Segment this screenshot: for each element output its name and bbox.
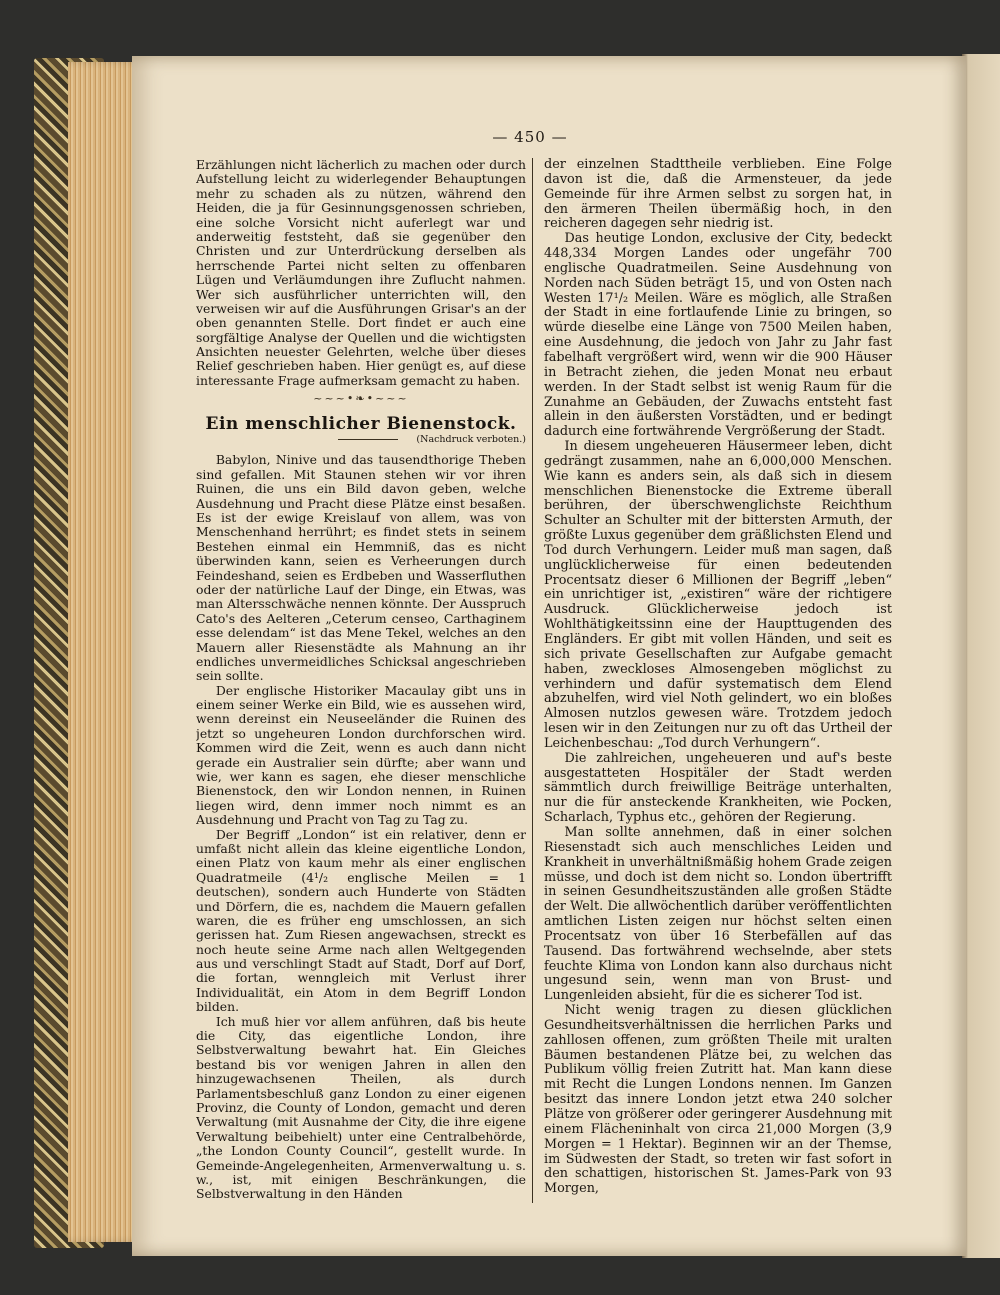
reprint-note [196,433,526,447]
page-number: — 450 — [492,128,568,146]
right-column [544,158,892,1203]
left-column [196,158,526,1203]
paragraph: Der Begriff „London“ ist ein relativer, denn er umfaßt nicht allein das kleine eigentliche London, einen Platz von kaum mehr als einer englischen Quadratmeile (4¹/₂ englische Meilen = 1 deutschen), sondern auch Hunderte von Städten und Dörfern, die es, nachdem die Mauern gefallen waren, die es früher eng umschlossen, an sich gerissen hat. Zum Riesen angewachsen, streckt es noch heute seine Arme nach allen Weltgegenden aus und verschlingt Stadt auf Stadt, Dorf auf Dorf, die fortan, wenngleich mit Verlust ihrer Individualität, ein Atom in dem Begriff London bilden. [196,826,526,1015]
paragraph: Man sollte annehmen, daß in einer solchen Riesenstadt sich auch menschliches Leiden und Krankheit in unverhältnißmäßig hohem Grade zeigen müsse, und doch ist dem nicht so. London übertrifft in seinen Gesundheitszuständen alle großen Städte der Welt. Die allwöchentlich darüber veröffentlichten amtlichen Listen zeigen nur höchst selten einen Procentsatz von über 16 Sterbefällen auf das Tausend. Das fortwährend wechselnde, aber stets feuchte Klima von London kann also durchaus nicht ungesund sein, wenn man von Brust- und Lungenleiden absieht, für die es sicherer Tod ist. [544,824,892,1004]
title-rule [338,439,398,440]
paragraph: Ich muß hier vor allem anführen, daß bis heute die City, das eigentliche London, ihre Selbstverwaltung bewahrt hat. Ein Gleiches bestand bis vor wenigen Jahren in allen den hinzugewachsenen Theilen, als durch Parlamentsbeschluß ganz London zu einer eigenen Provinz, die County of London, gemacht und deren Verwaltung (mit Ausnahme der City, die ihre eigene Verwaltung beibehielt) unter eine Centralbehörde, „the London County Council“, gestellt wurde. In Gemeinde-Angelegenheiten, Armenverwaltung u. s. w., ist, mit einigen Beschränkungen, die Selbstverwaltung in den Händen [196,1013,526,1202]
paragraph: Der englische Historiker Macaulay gibt uns in einem seiner Werke ein Bild, wie es aussehen wird, wenn dereinst ein Neuseeländer die Ruinen des jetzt so ungeheuren London durchforschen wird. Kommen wird die Zeit, wenn es auch dann nicht gerade ein Australier sein dürfte; aber wann und wie, wer kann es sagen, ehe dieser menschliche Bienenstock, den wir London nennen, in Ruinen liegen wird, denn immer noch nimmt es an Ausdehnung und Pracht von Tag zu Tag zu. [196,682,526,828]
paragraph: In diesem ungeheueren Häusermeer leben, dicht gedrängt zusammen, nahe an 6,000,000 Menschen. Wie kann es anders sein, als daß sich in diesem menschlichen Bienenstocke die Extreme überall berühren, der überschwenglichste Reichthum Schulter an Schulter mit der bittersten Armuth, der größte Luxus gegenüber dem gräßlichsten Elend und Tod durch Verhungern. Leider muß man sagen, daß unglücklicherweise für einen bedeutenden Procentsatz dieser 6 Millionen der Begriff „leben“ ein unrichtiger ist, „existiren“ wäre der richtigere Ausdruck. Glücklicherweise jedoch ist Wohlthätigkeitssinn eine der Haupttugenden des Engländers. Er gibt mit vollen Händen, und seit es sich private Gesellschaften zur Aufgabe gemacht haben, zweckloses Almosengeben möglichst zu verhindern und dafür systematisch dem Elend abzuhelfen, wird viel Noth gelindert, wo ein bloßes Almosen nutzlos gewesen wäre. Trotzdem jedoch lesen wir in den Zeitungen nur zu oft das Urtheil der Leichenbeschau: „Tod durch Verhungern“. [544,439,892,751]
paragraph: Nicht wenig tragen zu diesen glücklichen Gesundheitsverhältnissen die herrlichen Parks und zahllosen offenen, zum größten Theile mit uralten Bäumen bestandenen Plätze bei, zu welchen das Publikum völlig freien Zutritt hat. Man kann diese mit Recht die Lungen Londons nennen. Im Ganzen besitzt das innere London jetzt etwa 240 solcher Plätze von größerer oder geringerer Ausdehnung mit einem Flächeninhalt von circa 21,000 Morgen (3,9 Morgen = 1 Hektar). Beginnen wir an der Themse, im Südwesten der Stadt, so treten wir fast sofort in den schattigen, historischen St. James-Park von 93 Morgen, [544,1003,892,1197]
column-divider [532,158,533,1203]
article-title: Ein menschlicher Bienenstock. [205,413,517,434]
paragraph: Babylon, Ninive und das tausendthorige Theben sind gefallen. Mit Staunen stehen wir vor ihren Ruinen, die uns ein Bild davon geben, welche Ausdehnung und Pracht diese Plätze einst besaßen. Es ist der ewige Kreislauf von allem, was von Menschenhand herrührt; es findet stets in seinem Bestehen einmal ein Hemmniß, das es nicht überwinden kann, seien es Verheerungen durch Feindeshand, seien es Erdbeben und Wasserfluthen oder der natürliche Lauf der Dinge, ein Etwas, was man Altersschwäche nennen könnte. Der Ausspruch Cato's des Aelteren „Ceterum censeo, Carthaginem esse delendam“ ist das Mene Tekel, welches an den Mauern aller Riesenstädte als Mahnung an ihr endliches unvermeidliches Schicksal angeschrieben sein sollte. [196,452,526,684]
paragraph: Das heutige London, exclusive der City, bedeckt 448,334 Morgen Landes oder ungefähr 700 englische Quadratmeilen. Seine Ausdehnung von Norden nach Süden beträgt 15, und von Osten nach Westen 17¹/₂ Meilen. Wäre es möglich, alle Straßen der Stadt in eine fortlaufende Linie zu bringen, so würde dieselbe eine Länge von 7500 Meilen haben, eine Ausdehnung, die jedoch von Jahr zu Jahr fast fabelhaft vergrößert wird, wenn wir die 900 Häuser in Betracht ziehen, die jeden Monat neu erbaut werden. In der Stadt selbst ist wenig Raum für die Zunahme an Gebäuden, der Zuwachs entsteht fast allein in den äußersten Vorstädten, und er bedingt dadurch eine fortwährende Vergrößerung der Stadt. [544,231,892,440]
paragraph: der einzelnen Stadttheile verblieben. Eine Folge davon ist die, daß die Armensteuer, da jede Gemeinde für ihre Armen selbst zu sorgen hat, in den ärmeren Theilen übermäßig hoch, in den reicheren dagegen sehr niedrig ist. [544,158,892,232]
section-ornament: ~~~•❧•~~~ [313,392,409,406]
facing-page-edge [962,54,1000,1258]
reprint-note-text: (Nachdruck verboten.) [416,434,526,446]
paragraph: Die zahlreichen, ungeheueren und auf's beste ausgestatteten Hospitäler der Stadt werden sämmtlich durch freiwillige Beiträge unterhalten, nur die für ansteckende Krankheiten, wie Pocken, Scharlach, Typhus etc., gehören der Regierung. [544,750,892,826]
intro-paragraph: Erzählungen nicht lächerlich zu machen oder durch Aufstellung leicht zu widerlegender Behauptungen mehr zu schaden als zu nützen, während den Heiden, die ja für Gesinnungsgenossen schrieben, eine solche Vorsicht nicht auferlegt war und anderweitig feststeht, daß sie gegenüber den Christen und zur Unterdrückung derselben als herrschende Partei nicht selten zu offenbaren Lügen und Verläumdungen ihre Zuflucht nahmen. Wer sich ausführlicher unterrichten will, den verweisen wir auf die Ausführungen Grisar's an der oben genannten Stelle. Dort findet er auch eine sorgfältige Analyse der Quellen und die wichtigsten Ansichten neuester Gelehrten, welche über dieses Relief geschrieben haben. Hier genügt es, auf diese interessante Frage aufmerksam gemacht zu haben. [196,158,526,388]
